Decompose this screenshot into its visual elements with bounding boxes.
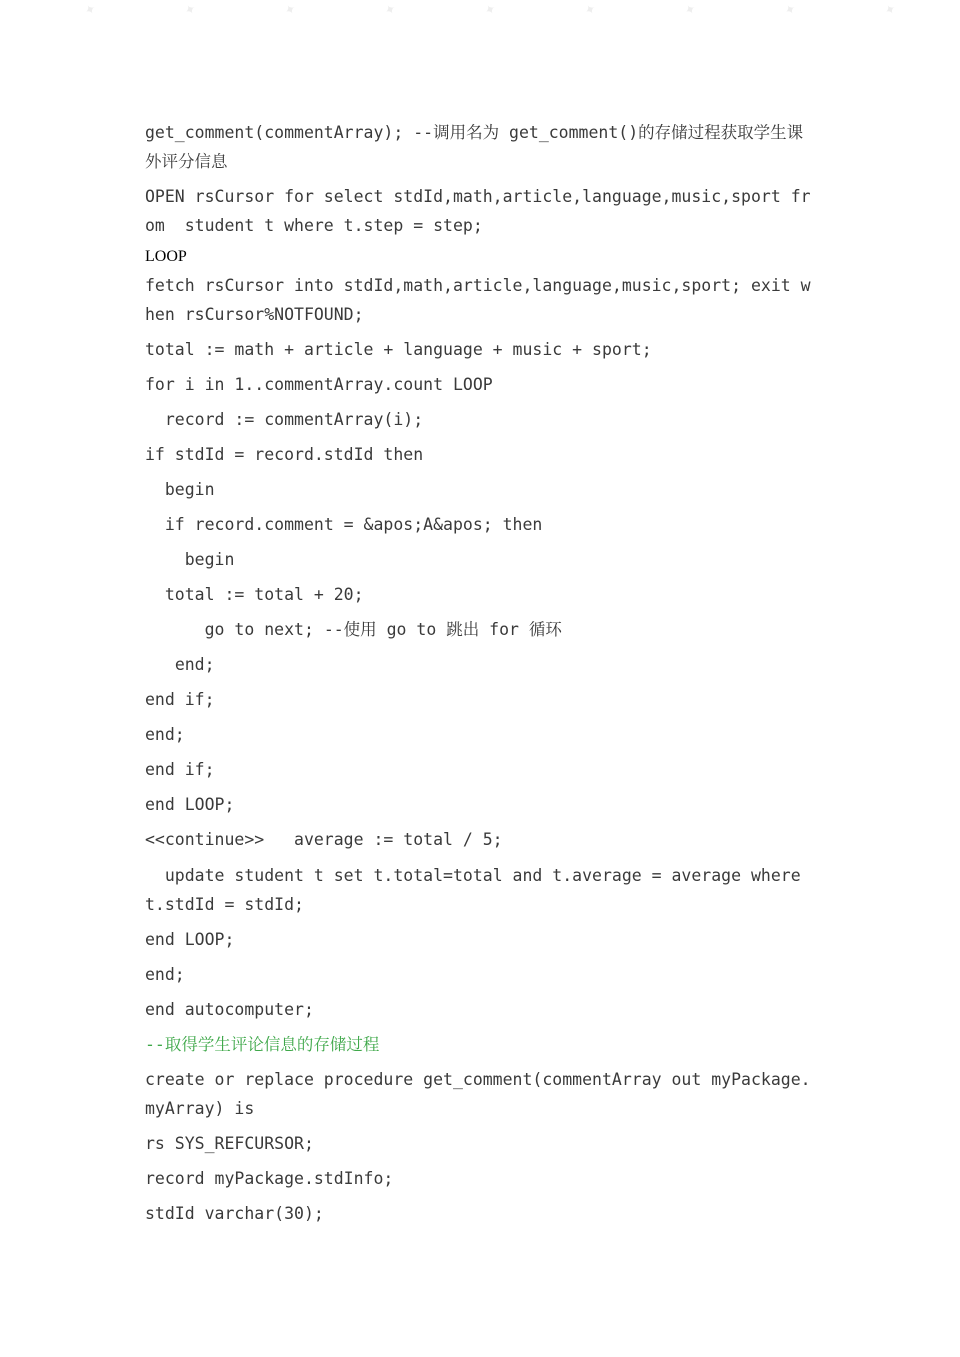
watermark-mark: ✦ [681, 0, 699, 19]
watermark-mark: ✦ [181, 0, 199, 19]
code-line: begin [145, 480, 215, 499]
code-line: <<continue>> average := total / 5; [145, 830, 503, 849]
code-line: begin [145, 550, 235, 569]
code-line: end; [145, 725, 185, 744]
code-line: OPEN rsCursor for select stdId,math,article,language,music,sport from student t where t.step = step; [145, 187, 811, 235]
code-line: end; [145, 655, 215, 674]
code-line: for i in 1..commentArray.count LOOP [145, 375, 493, 394]
watermark-mark: ✦ [381, 0, 399, 19]
code-line: update student t set t.total=total and t.average = average where t.stdId = stdId; [145, 866, 811, 914]
code-line: record myPackage.stdInfo; [145, 1169, 394, 1188]
code-line: end LOOP; [145, 930, 235, 949]
code-line: if record.comment = &apos;A&apos; then [145, 515, 543, 534]
watermark-mark: ✦ [581, 0, 599, 19]
code-line: stdId varchar(30); [145, 1204, 324, 1223]
code-line: create or replace procedure get_comment(commentArray out myPackage.myArray) is [145, 1070, 811, 1118]
watermark-mark: ✦ [81, 0, 99, 19]
code-line: end if; [145, 690, 215, 709]
code-line: LOOP [145, 248, 187, 265]
watermark-mark: ✦ [881, 0, 899, 19]
watermark-mark: ✦ [281, 0, 299, 19]
code-line: record := commentArray(i); [145, 410, 424, 429]
section-comment: --取得学生评论信息的存储过程 [145, 1035, 380, 1054]
code-line: rs SYS_REFCURSOR; [145, 1134, 314, 1153]
code-line: total := total + 20; [145, 585, 364, 604]
watermark-mark: ✦ [481, 0, 499, 19]
code-line: get_comment(commentArray); --调用名为 get_comment()的存储过程获取学生课外评分信息 [145, 123, 804, 171]
watermark-mark: ✦ [781, 0, 799, 19]
code-line: end; [145, 965, 185, 984]
code-line: fetch rsCursor into stdId,math,article,language,music,sport; exit when rsCursor%NOTFOUND; [145, 276, 811, 324]
code-line: if stdId = record.stdId then [145, 445, 424, 464]
code-line: end if; [145, 760, 215, 779]
code-line: end LOOP; [145, 795, 235, 814]
code-line: go to next; --使用 go to 跳出 for 循环 [145, 620, 562, 639]
code-line: end autocomputer; [145, 1000, 314, 1019]
code-line: total := math + article + language + music + sport; [145, 340, 652, 359]
